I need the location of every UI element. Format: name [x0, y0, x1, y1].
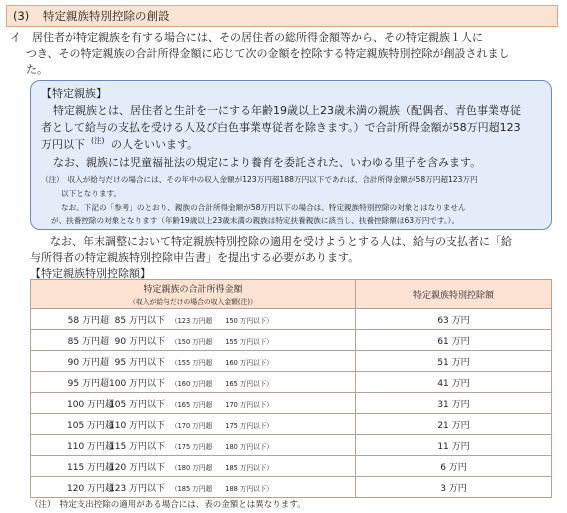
- deduction-amount: 31 万円: [356, 393, 552, 414]
- income-range: [31, 477, 356, 498]
- income-range: [31, 330, 356, 351]
- range-salary: （160 万円超 165 万円以下）: [171, 379, 273, 388]
- box-note-mark: (注): [91, 136, 105, 145]
- range-salary: （150 万円超 155 万円以下）: [171, 337, 273, 346]
- box-line: 万円以下: [41, 138, 85, 151]
- range-salary: （175 万円超 180 万円以下）: [171, 442, 273, 451]
- box-note: （注） 収入が給与だけの場合には、その年中の収入金額が123万円超188万円以下であれば、合計所得金額が58万円超123万円: [41, 175, 478, 184]
- header-income-sub: （収入が給与だけの場合の収入金額(注)）: [129, 298, 257, 306]
- range-from: 90 万円超: [67, 357, 109, 368]
- range-to: 123 万円以下: [109, 483, 166, 494]
- section-title: 特定親族特別控除の創設: [42, 9, 170, 23]
- income-range: [31, 351, 356, 372]
- range-to: 110 万円以下: [109, 420, 166, 431]
- range-to: 100 万円以下: [109, 378, 166, 389]
- income-range: [31, 414, 356, 435]
- deduction-amount: 61 万円: [356, 330, 552, 351]
- table-row: [31, 309, 552, 330]
- range-from: 100 万円超: [67, 399, 115, 410]
- range-salary: （185 万円超 188 万円以下）: [171, 484, 273, 493]
- range-from: 58 万円超: [67, 315, 109, 326]
- table-row: [31, 435, 552, 456]
- deduction-amount: 3 万円: [356, 477, 552, 498]
- box-note: が、扶養控除の対象となります（年齢19歳以上23歳未満の親族は特定扶養親族に該当し、扶養控除額は63万円です。）。: [51, 216, 460, 225]
- section-number: (3): [13, 9, 30, 23]
- deduction-amount: 6 万円: [356, 456, 552, 477]
- box-line: 者として給与の支払を受ける人及び白色事業専従者を除きます。）で合計所得金額が58万円超123: [41, 121, 521, 134]
- range-to: 120 万円以下: [109, 462, 166, 473]
- income-range: [31, 309, 356, 330]
- range-to: 85 万円以下: [114, 315, 165, 326]
- intro-line: 居住者が特定親族を有する場合には、その居住者の総所得金額等から、その特定親族１人に: [32, 31, 483, 44]
- income-range: [31, 372, 356, 393]
- intro-line: た。: [26, 63, 48, 76]
- table-row: [31, 477, 552, 498]
- range-from: 85 万円超: [67, 336, 109, 347]
- table-footnote: （注） 特定支出控除の適用がある場合には、表の金額とは異なります。: [30, 500, 306, 510]
- table-row: [31, 351, 552, 372]
- range-salary: （180 万円超 185 万円以下）: [171, 463, 273, 472]
- deduction-amount: 41 万円: [356, 372, 552, 393]
- intro-line: つき、その特定親族の合計所得金額に応じて次の金額を控除する特定親族特別控除が創設されまし: [26, 47, 510, 60]
- range-to: 115 万円以下: [109, 441, 166, 452]
- after-box-line: 与所得者の特定親族特別控除申告書」を提出する必要があります。: [30, 251, 360, 264]
- deduction-amount: 63 万円: [356, 309, 552, 330]
- range-from: 120 万円超: [67, 483, 115, 494]
- box-note: なお、下記の「参考」のとおり、親族の合計所得金額が58万円以下の場合は、特定親族特別控除の対象とはなりません: [61, 203, 466, 212]
- section-heading: [6, 5, 558, 27]
- after-box-line: なお、年末調整において特定親族特別控除の適用を受けようとする人は、給与の支払者に「給: [50, 235, 512, 248]
- deduction-table: [30, 279, 552, 498]
- range-to: 95 万円以下: [114, 357, 165, 368]
- intro-marker: イ: [10, 31, 21, 44]
- header-deduction: 特定親族特別控除額: [356, 280, 552, 309]
- deduction-amount: 51 万円: [356, 351, 552, 372]
- table-title: 【特定親族特別控除額】: [30, 267, 151, 280]
- box-line: 特定親族とは、居住者と生計を一にする年齢19歳以上23歳未満の親族（配偶者、青色事業専従: [53, 104, 521, 117]
- box-line: の人をいいます。: [111, 138, 199, 151]
- range-to: 90 万円以下: [114, 336, 165, 347]
- specific-relative-box: [30, 80, 552, 230]
- range-salary: （165 万円超 170 万円以下）: [171, 400, 273, 409]
- table-row: [31, 456, 552, 477]
- header-income-label: 特定親族の合計所得金額: [143, 285, 243, 295]
- range-salary: （123 万円超 150 万円以下）: [171, 316, 273, 325]
- range-salary: （155 万円超 160 万円以下）: [171, 358, 273, 367]
- deduction-amount: 11 万円: [356, 435, 552, 456]
- table-row: [31, 330, 552, 351]
- deduction-amount: 21 万円: [356, 414, 552, 435]
- range-salary: （170 万円超 175 万円以下）: [171, 421, 273, 430]
- table-row: [31, 393, 552, 414]
- box-line: なお、親族には児童福祉法の規定により養育を委託された、いわゆる里子を含みます。: [53, 156, 482, 169]
- range-from: 110 万円超: [67, 441, 115, 452]
- income-range: [31, 393, 356, 414]
- table-row: [31, 414, 552, 435]
- income-range: [31, 435, 356, 456]
- header-income: [31, 280, 356, 309]
- income-range: [31, 456, 356, 477]
- range-from: 95 万円超: [67, 378, 109, 389]
- table-row: [31, 372, 552, 393]
- range-to: 105 万円以下: [109, 399, 166, 410]
- range-from: 115 万円超: [67, 462, 115, 473]
- box-note: 以下となります。: [61, 189, 122, 198]
- box-heading: 【特定親族】: [41, 87, 107, 100]
- range-from: 105 万円超: [67, 420, 115, 431]
